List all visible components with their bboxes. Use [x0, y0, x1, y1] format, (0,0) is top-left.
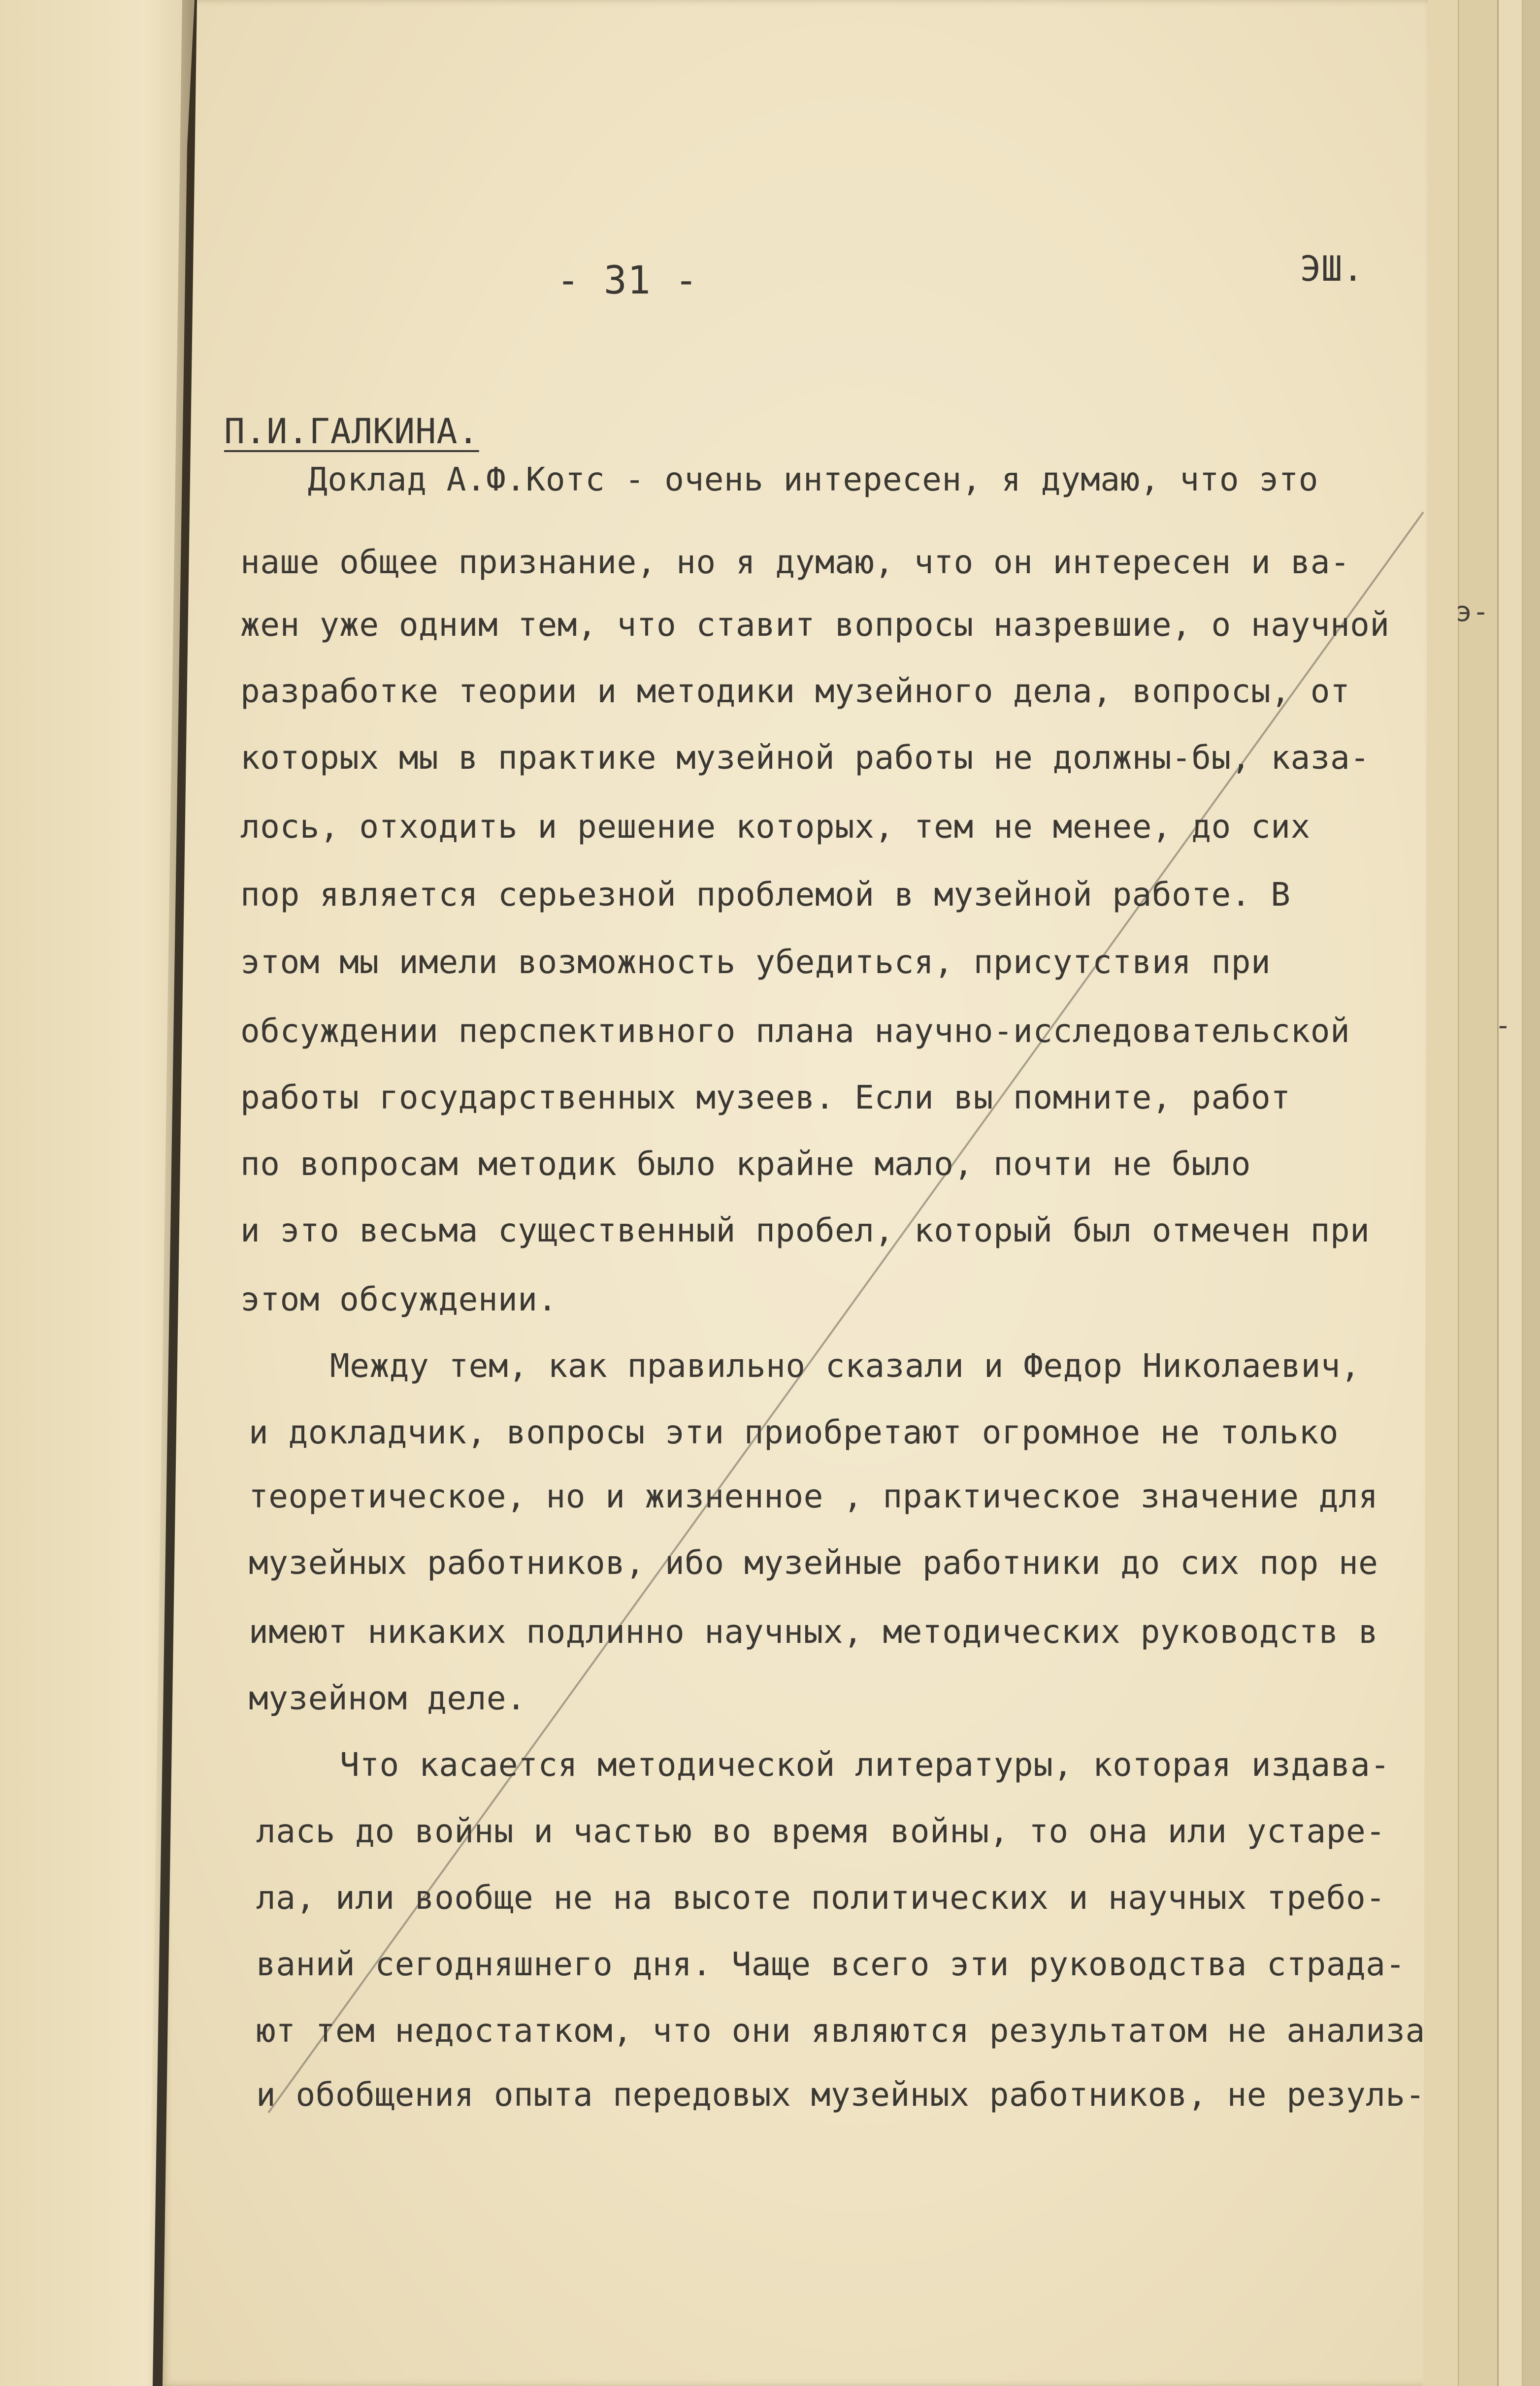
margin-dash: - — [1495, 1010, 1512, 1042]
text-line: этом мы имели возможность убедиться, присутствия при — [240, 943, 1271, 981]
text-line: и обобщения опыта передовых музейных работников, не резуль- — [256, 2076, 1425, 2114]
text-line: Между тем, как правильно сказали и Федор Николаевич, — [330, 1347, 1361, 1385]
text-line: разработке теории и методики музейного дела, вопросы, от — [240, 672, 1350, 710]
text-line: Доклад А.Ф.Котс - очень интересен, я думаю, что это — [308, 460, 1319, 498]
text-line: лось, отходить и решение которых, тем не менее, до сих — [240, 808, 1311, 846]
text-line: работы государственных музеев. Если вы помните, работ — [240, 1079, 1291, 1116]
text-line: имеют никаких подлинно научных, методических руководств в — [249, 1613, 1378, 1651]
text-line: теоретическое, но и жизненное , практическое значение для — [249, 1477, 1378, 1515]
margin-note: э- — [1455, 596, 1490, 628]
text-line: музейном деле. — [249, 1679, 526, 1717]
text-line: и докладчик, вопросы эти приобретают огромное не только — [249, 1413, 1339, 1451]
text-line: ют тем недостатком, что они являются результатом не анализа — [256, 2012, 1425, 2050]
text-line: ла, или вообще не на высоте политических и научных требо- — [256, 1879, 1386, 1917]
text-line: ваний сегодняшнего дня. Чаще всего эти руководства страда- — [256, 1945, 1406, 1983]
text-line: обсуждении перспективного плана научно-исследовательской — [240, 1012, 1350, 1050]
text-line: лась до войны и частью во время войны, то она или устаре- — [256, 1812, 1386, 1850]
text-line: жен уже одним тем, что ставит вопросы назревшие, о научной — [240, 606, 1390, 644]
typist-mark: ЭШ. — [1300, 249, 1364, 289]
text-line: Что касается методической литературы, которая издава- — [340, 1746, 1390, 1784]
speaker-heading: П.И.ГАЛКИНА. — [224, 411, 479, 452]
text-line: и это весьма существенный пробел, который был отмечен при — [240, 1211, 1370, 1249]
text-line: по вопросам методик было крайне мало, почти не было — [240, 1145, 1251, 1183]
text-line: пор является серьезной проблемой в музейной работе. В — [240, 876, 1291, 914]
text-line: наше общее признание, но я думаю, что он интересен и ва- — [240, 543, 1350, 581]
text-line: этом обсуждении. — [240, 1280, 557, 1318]
text-line: которых мы в практике музейной работы не должны-бы, каза- — [240, 739, 1370, 777]
page-number: - 31 - — [557, 259, 698, 303]
text-line: музейных работников, ибо музейные работники до сих пор не — [249, 1544, 1378, 1582]
